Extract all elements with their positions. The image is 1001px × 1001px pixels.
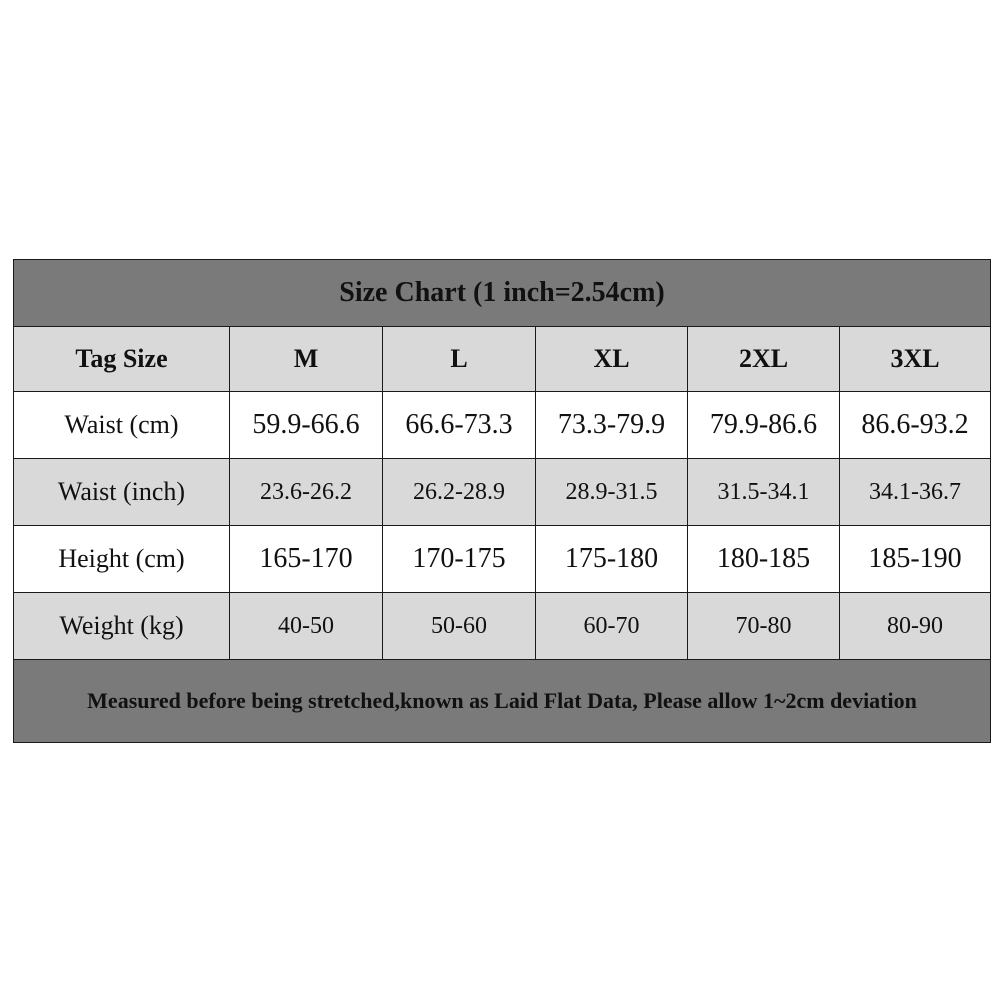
table-row (14, 526, 991, 593)
note-row (14, 660, 991, 743)
table-cell: 79.9-86.6 (688, 392, 840, 459)
table-row (14, 593, 991, 660)
table-cell: 175-180 (536, 526, 688, 593)
header-size-l: L (383, 327, 536, 392)
table-title: Size Chart (1 inch=2.54cm) (14, 260, 991, 327)
table-cell: 50-60 (383, 593, 536, 660)
header-tag-size: Tag Size (14, 327, 230, 392)
title-row (14, 260, 991, 327)
table-cell: 180-185 (688, 526, 840, 593)
table-cell: 34.1-36.7 (840, 459, 991, 526)
size-chart-table (13, 259, 991, 743)
header-size-2xl: 2XL (688, 327, 840, 392)
table-cell: 185-190 (840, 526, 991, 593)
table-cell: 73.3-79.9 (536, 392, 688, 459)
header-row (14, 327, 991, 392)
table-cell: 40-50 (230, 593, 383, 660)
table-cell: 23.6-26.2 (230, 459, 383, 526)
header-size-xl: XL (536, 327, 688, 392)
table-row (14, 392, 991, 459)
table-cell: 60-70 (536, 593, 688, 660)
header-size-3xl: 3XL (840, 327, 991, 392)
row-label-waist-cm: Waist (cm) (14, 392, 230, 459)
table-cell: 66.6-73.3 (383, 392, 536, 459)
table-cell: 28.9-31.5 (536, 459, 688, 526)
header-size-m: M (230, 327, 383, 392)
table-row (14, 459, 991, 526)
row-label-waist-inch: Waist (inch) (14, 459, 230, 526)
table-cell: 170-175 (383, 526, 536, 593)
table-cell: 70-80 (688, 593, 840, 660)
table-cell: 165-170 (230, 526, 383, 593)
table-cell: 31.5-34.1 (688, 459, 840, 526)
row-label-weight-kg: Weight (kg) (14, 593, 230, 660)
table-cell: 80-90 (840, 593, 991, 660)
table-cell: 86.6-93.2 (840, 392, 991, 459)
row-label-height-cm: Height (cm) (14, 526, 230, 593)
table-cell: 59.9-66.6 (230, 392, 383, 459)
table-cell: 26.2-28.9 (383, 459, 536, 526)
measurement-note: Measured before being stretched,known as Laid Flat Data, Please allow 1~2cm deviation (14, 660, 991, 743)
